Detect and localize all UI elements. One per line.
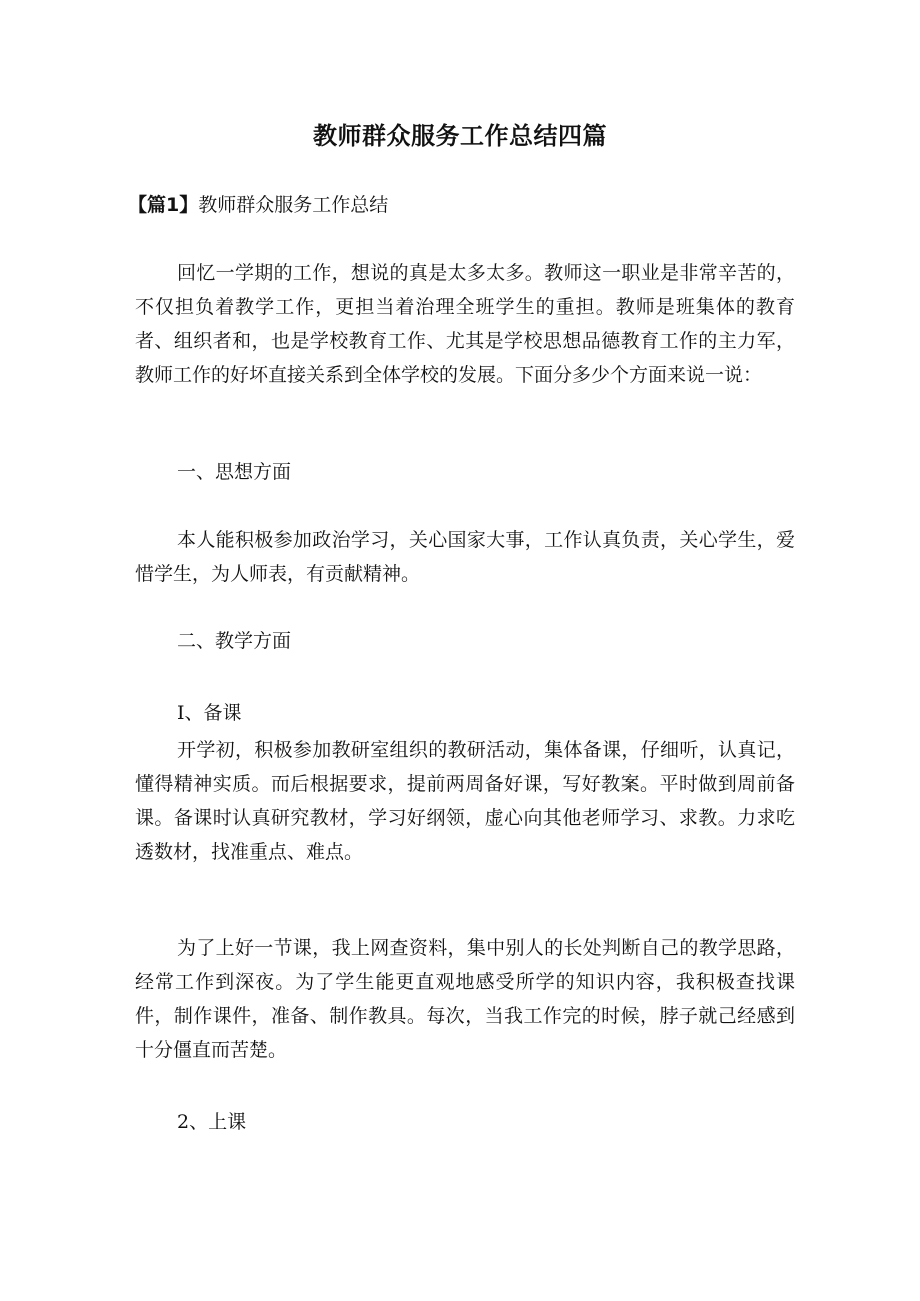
subheading-lecture: 2、上课 — [177, 1111, 247, 1133]
preparation-paragraph-2: 为了上好一节课，我上网查资料，集中别人的长处判断自己的教学思路，经常工作到深夜。为了学生能更直观地感受所学的知识内容，我积极查找课件，制作课件，准备、制作教具。每次，当我工作完的时候，脖子就己经感到十分僵直而苦楚。 — [135, 937, 795, 1061]
document-title: 教师群众服务工作总结四篇 — [313, 122, 607, 150]
intro-paragraph: 回忆一学期的工作，想说的真是太多太多。教师这一职业是非常辛苦的，不仅担负着教学工作，更担当着治理全班学生的重担。教师是班集体的教育者、组织者和，也是学校教育工作、尤其是学校思想品德教育工作的主力军，教师工作的好坏直接关系到全体学校的发展。下面分多少个方面来说一说： — [135, 262, 795, 386]
section-heading — [128, 188, 388, 222]
thought-paragraph: 本人能积极参加政治学习，关心国家大事，工作认真负责，关心学生，爱惜学生，为人师表，有贡献精神。 — [135, 529, 795, 585]
preparation-paragraph-1: 开学初，积极参加教研室组织的教研活动，集体备课，仔细听，认真记，懂得精神实质。而后根据要求，提前两周备好课，写好教案。平时做到周前备课。备课时认真研究教材，学习好纲领，虚心向其他老师学习、求教。力求吃透数材，找准重点、难点。 — [135, 739, 795, 863]
subheading-preparation: I、备课 — [177, 702, 242, 724]
section-title: 教师群众服务工作总结 — [198, 194, 389, 216]
heading-thought: 一、思想方面 — [177, 461, 292, 483]
section-label: 【篇1】 — [128, 194, 199, 216]
heading-teaching: 二、教学方面 — [177, 630, 292, 652]
